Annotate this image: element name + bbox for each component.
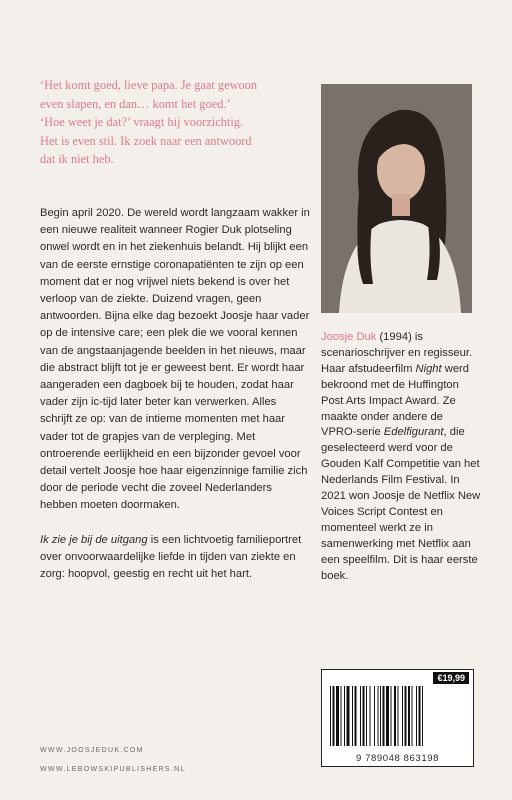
- quote-line: ‘Het komt goed, lieve papa. Je gaat gewoon: [40, 78, 258, 92]
- barcode-bar: [419, 686, 421, 746]
- barcode-bar: [352, 686, 353, 746]
- barcode-bar: [333, 686, 335, 746]
- author-portrait-illustration: [321, 84, 472, 313]
- barcode-bar: [370, 686, 371, 746]
- barcode-bar: [383, 686, 385, 746]
- barcode-bar: [386, 686, 389, 746]
- blurb: [40, 205, 310, 583]
- barcode-bar: [355, 686, 357, 746]
- website-links: [40, 741, 186, 779]
- author-bio: [321, 330, 481, 585]
- blurb-paragraph-2: [40, 532, 310, 584]
- quote-line: Het is even stil. Ik zoek naar een antwoord: [40, 133, 252, 148]
- barcode-bar: [366, 686, 367, 746]
- author-photo: [321, 84, 472, 313]
- back-cover-quote: [40, 76, 340, 169]
- barcode-bar: [336, 686, 339, 746]
- isbn-number: 9 789048 863198: [356, 753, 439, 764]
- barcode-bar: [402, 686, 403, 746]
- barcode-bar: [408, 686, 410, 746]
- book-title: Ik zie je bij de uitgang: [40, 533, 148, 546]
- barcode-bars: [328, 686, 465, 746]
- quote-line: even slapen, en dan… komt het goed.’: [40, 96, 231, 111]
- bio-text-a: (1994) is scenarioschrijver en regisseur. Haar afstudeerfilm: [321, 331, 473, 375]
- bio-text-c: , die geselecteerd werd voor de Gouden Kalf Competitie van het Nederlands Film Festival. In 2021 won Joosje de Netflix New Voices Script Contest en momenteel werkt ze in samenwerking met Netflix aan een speelfilm. Dit is haar eerste boek.: [321, 426, 481, 582]
- barcode-bar: [347, 686, 350, 746]
- barcode-bar: [405, 686, 407, 746]
- author-website-link[interactable]: WWW.JOOSJEDUK.COM: [40, 747, 144, 754]
- barcode-bar: [374, 686, 375, 746]
- publisher-website-link[interactable]: WWW.LEBOWSKIPUBLISHERS.NL: [40, 766, 186, 773]
- barcode-bar: [360, 686, 361, 746]
- bio-series-title: Edelfigurant: [383, 426, 444, 439]
- quote-line: dat ik niet heb.: [40, 152, 114, 167]
- barcode-bar: [416, 686, 417, 746]
- price-label: €19,99: [433, 672, 469, 684]
- isbn-barcode: [321, 669, 474, 767]
- barcode-bar: [378, 686, 379, 746]
- barcode-bar: [398, 686, 399, 746]
- barcode-bar: [422, 686, 423, 746]
- bio-text-b: werd bekroond met de Huffington Post Arts Impact Award. Ze maakte onder andere de VPRO-serie: [321, 362, 469, 439]
- barcode-bar: [380, 686, 381, 746]
- barcode-bar: [363, 686, 365, 746]
- barcode-bar: [344, 686, 345, 746]
- barcode-bar: [330, 686, 331, 746]
- barcode-bar: [394, 686, 396, 746]
- barcode-bar: [391, 686, 392, 746]
- blurb-paragraph-2-text: is een lichtvoetig familieportret over onvoorwaardelijke liefde in tijden van ziekte en zorg: hoopvol, geestig en recht uit het hart.: [40, 533, 302, 581]
- barcode-bar: [341, 686, 342, 746]
- barcode-bar: [412, 686, 413, 746]
- author-name: Joosje Duk: [321, 331, 377, 343]
- quote-line: ‘Hoe weet je dat?’ vraagt hij voorzichtig.: [40, 115, 244, 130]
- blurb-paragraph-1: Begin april 2020. De wereld wordt langzaam wakker in een nieuwe realiteit wanneer Rogier Duk plotseling onwel wordt en in het ziekenhuis belandt. Hij blijkt een van de eerste ernstige coronapatiënten te zijn op een moment dat er nog vrijwel niets bekend is over het verloop van de ziekte. Duizend vragen, geen antwoorden. Bijna elke dag bezoekt Joosje haar vader op de intensive care; een plek die we vooral kennen van de angstaanjagende beelden in het nieuws, maar die abstract blijft tot je er geweest bent. Er wordt haar aangeraden een dagboek bij te houden, zodat haar vader zijn ic-tijd later beter kan verwerken. Alles schrijft ze op: van de intieme momenten met haar vader tot de grapjes van de verpleging. Met ontroerende eerlijkheid en een bijzonder gevoel voor detail vertelt Joosje hoe haar eigenzinnige familie zich door de periode vecht die zoveel Nederlanders hebben moeten doormaken.: [40, 207, 310, 512]
- bio-film-title: Night: [415, 362, 442, 375]
